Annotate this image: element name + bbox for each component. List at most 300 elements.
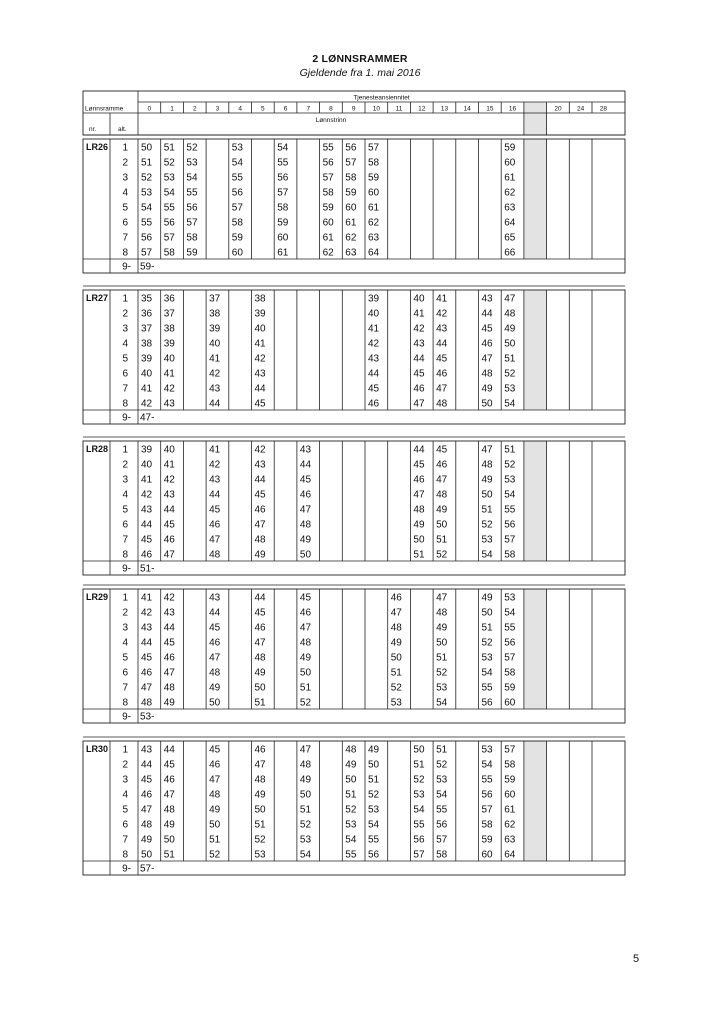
table-cell: 54 <box>345 834 357 846</box>
frame-grid-lr29 <box>83 585 625 725</box>
table-cell: 50 <box>504 338 516 350</box>
table-cell: 46 <box>209 519 221 531</box>
row-alt: 3 <box>122 774 128 786</box>
table-cell: 43 <box>163 489 175 501</box>
table-cell: 52 <box>436 759 448 771</box>
table-cell: 58 <box>481 819 493 831</box>
table-cell: 59 <box>504 142 516 154</box>
salary-frame-lr29 <box>83 585 625 725</box>
open-row-alt: 9- <box>122 563 131 575</box>
table-cell: 59 <box>368 172 380 184</box>
frame-grid-lr28 <box>83 437 625 577</box>
row-alt: 7 <box>122 534 128 546</box>
table-cell: 52 <box>345 804 357 816</box>
table-cell: 49 <box>254 667 266 679</box>
table-cell: 56 <box>163 217 175 229</box>
table-cell: 48 <box>254 774 266 786</box>
table-cell: 47 <box>413 398 425 410</box>
table-cell: 59 <box>186 247 198 259</box>
table-cell: 50 <box>163 834 175 846</box>
table-cell: 56 <box>141 232 153 244</box>
row-alt: 3 <box>122 622 128 634</box>
table-cell: 48 <box>481 459 493 471</box>
header-year-28: 28 <box>599 105 607 113</box>
table-cell: 58 <box>436 849 448 861</box>
header-year-7: 7 <box>306 105 311 113</box>
table-cell: 49 <box>254 549 266 561</box>
table-cell: 46 <box>436 368 448 380</box>
table-cell: 48 <box>345 744 357 756</box>
table-cell: 47 <box>209 652 221 664</box>
table-cell: 46 <box>163 534 175 546</box>
table-cell: 65 <box>504 232 516 244</box>
header-nr-label: nr. <box>89 126 97 133</box>
table-cell: 42 <box>254 444 266 456</box>
table-cell: 49 <box>299 534 312 546</box>
header-year-16: 16 <box>508 105 517 113</box>
table-cell: 50 <box>345 774 357 786</box>
table-cell: 47 <box>254 759 266 771</box>
table-cell: 51 <box>481 504 493 516</box>
table-cell: 43 <box>209 474 221 486</box>
header-year-11: 11 <box>395 105 403 113</box>
table-cell: 63 <box>368 232 380 244</box>
table-cell: 51 <box>254 697 266 709</box>
table-cell: 47 <box>390 607 402 619</box>
table-cell: 47 <box>299 744 312 756</box>
table-cell: 51 <box>299 804 312 816</box>
table-cell: 48 <box>299 759 312 771</box>
open-row-value: 51- <box>140 563 155 575</box>
table-cell: 57 <box>413 849 425 861</box>
header-year-0: 0 <box>147 105 152 113</box>
table-cell: 60 <box>322 217 334 229</box>
table-cell: 40 <box>254 323 266 335</box>
table-cell: 60 <box>504 157 516 169</box>
table-cell: 56 <box>413 834 425 846</box>
table-cell: 44 <box>254 474 266 486</box>
table-cell: 50 <box>413 534 425 546</box>
table-cell: 60 <box>481 849 493 861</box>
table-cell: 42 <box>163 383 175 395</box>
row-alt: 7 <box>122 383 128 395</box>
table-cell: 56 <box>231 187 243 199</box>
table-cell: 58 <box>322 187 334 199</box>
table-cell: 53 <box>345 819 357 831</box>
table-cell: 59 <box>322 202 334 214</box>
table-cell: 47 <box>299 504 312 516</box>
table-cell: 38 <box>209 308 221 320</box>
table-cell: 43 <box>141 504 153 516</box>
table-cell: 45 <box>141 652 153 664</box>
table-cell: 50 <box>299 789 312 801</box>
page-number: 5 <box>633 953 640 965</box>
table-cell: 42 <box>254 353 266 365</box>
table-cell: 47 <box>413 489 425 501</box>
frame-grid-lr26 <box>83 135 625 275</box>
table-cell: 48 <box>141 697 153 709</box>
table-cell: 48 <box>436 398 448 410</box>
table-cell: 44 <box>299 459 312 471</box>
header-frame-label: Lønnsramme <box>85 105 124 113</box>
open-row-value: 53- <box>140 711 155 723</box>
row-alt: 8 <box>122 697 128 709</box>
table-cell: 48 <box>299 637 312 649</box>
table-cell: 58 <box>231 217 243 229</box>
table-cell: 44 <box>209 398 221 410</box>
header-year-14: 14 <box>463 105 471 113</box>
table-cell: 50 <box>209 819 221 831</box>
table-cell: 58 <box>368 157 380 169</box>
row-alt: 7 <box>122 682 128 694</box>
table-cell: 57 <box>141 247 153 259</box>
table-cell: 64 <box>504 217 516 229</box>
table-cell: 53 <box>504 592 516 604</box>
table-cell: 51 <box>390 667 402 679</box>
row-alt: 5 <box>122 202 128 214</box>
table-cell: 44 <box>209 489 221 501</box>
table-cell: 47 <box>209 774 221 786</box>
table-cell: 43 <box>413 338 425 350</box>
table-cell: 54 <box>277 142 289 154</box>
table-cell: 43 <box>163 398 175 410</box>
table-cell: 41 <box>254 338 266 350</box>
table-cell: 37 <box>163 308 175 320</box>
header-year-3: 3 <box>215 105 220 113</box>
table-cell: 63 <box>345 247 357 259</box>
table-cell: 60 <box>504 789 516 801</box>
table-cell: 56 <box>322 157 334 169</box>
table-cell: 54 <box>413 804 425 816</box>
table-cell: 57 <box>504 534 516 546</box>
table-cell: 54 <box>504 607 516 619</box>
table-cell: 46 <box>299 489 312 501</box>
row-alt: 2 <box>122 459 128 471</box>
table-cell: 41 <box>209 353 221 365</box>
row-alt: 1 <box>122 142 128 154</box>
table-cell: 44 <box>209 607 221 619</box>
table-cell: 38 <box>163 323 175 335</box>
frame-code: LR28 <box>86 444 109 454</box>
table-cell: 51 <box>368 774 380 786</box>
table-cell: 45 <box>209 504 221 516</box>
table-cell: 52 <box>163 157 175 169</box>
table-cell: 47 <box>481 353 493 365</box>
table-cell: 50 <box>436 519 448 531</box>
table-cell: 52 <box>368 789 380 801</box>
row-alt: 4 <box>122 489 128 501</box>
table-cell: 61 <box>322 232 334 244</box>
table-cell: 51 <box>481 622 493 634</box>
row-alt: 2 <box>122 759 128 771</box>
table-cell: 48 <box>141 819 153 831</box>
table-cell: 66 <box>504 247 516 259</box>
table-cell: 57 <box>231 202 243 214</box>
table-cell: 44 <box>163 504 175 516</box>
table-cell: 48 <box>299 519 312 531</box>
table-cell: 49 <box>481 592 493 604</box>
table-cell: 45 <box>254 489 266 501</box>
table-cell: 51 <box>436 652 448 664</box>
table-cell: 45 <box>163 637 175 649</box>
shaded-column <box>524 139 547 259</box>
table-cell: 49 <box>163 697 175 709</box>
row-alt: 3 <box>122 172 128 184</box>
row-alt: 6 <box>122 667 128 679</box>
table-cell: 39 <box>141 444 153 456</box>
table-cell: 54 <box>141 202 153 214</box>
table-cell: 46 <box>209 759 221 771</box>
table-cell: 56 <box>504 519 516 531</box>
table-cell: 39 <box>254 308 266 320</box>
header-grid <box>83 91 625 135</box>
table-cell: 55 <box>141 217 153 229</box>
table-cell: 42 <box>141 489 153 501</box>
table-cell: 45 <box>209 744 221 756</box>
table-cell: 49 <box>141 834 153 846</box>
table-cell: 47 <box>504 293 516 305</box>
table-cell: 49 <box>163 819 175 831</box>
salary-header-table <box>83 91 625 135</box>
table-cell: 54 <box>436 697 448 709</box>
table-cell: 46 <box>163 774 175 786</box>
table-cell: 48 <box>504 308 516 320</box>
table-cell: 43 <box>368 353 380 365</box>
table-cell: 54 <box>231 157 243 169</box>
table-cell: 39 <box>141 353 153 365</box>
table-cell: 49 <box>299 774 312 786</box>
table-cell: 47 <box>163 667 175 679</box>
table-cell: 36 <box>141 308 153 320</box>
table-cell: 55 <box>277 157 289 169</box>
table-cell: 48 <box>209 549 221 561</box>
table-cell: 37 <box>141 323 153 335</box>
table-cell: 46 <box>254 504 266 516</box>
table-cell: 50 <box>436 637 448 649</box>
table-cell: 53 <box>436 682 448 694</box>
table-cell: 41 <box>163 368 175 380</box>
table-cell: 54 <box>481 549 493 561</box>
table-cell: 50 <box>141 849 153 861</box>
table-cell: 41 <box>141 592 153 604</box>
table-cell: 45 <box>436 444 448 456</box>
table-cell: 44 <box>141 637 153 649</box>
row-alt: 5 <box>122 353 128 365</box>
open-row-alt: 9- <box>122 711 131 723</box>
open-row-value: 59- <box>140 261 155 273</box>
table-cell: 44 <box>436 338 448 350</box>
table-cell: 45 <box>209 622 221 634</box>
document-title: 2 LØNNSRAMMER <box>312 53 408 65</box>
table-cell: 63 <box>504 202 516 214</box>
table-cell: 53 <box>163 172 175 184</box>
table-cell: 55 <box>186 187 198 199</box>
table-cell: 57 <box>504 652 516 664</box>
table-cell: 43 <box>481 293 493 305</box>
table-cell: 45 <box>141 774 153 786</box>
table-cell: 54 <box>186 172 198 184</box>
open-row-value: 57- <box>140 863 155 875</box>
table-cell: 47 <box>436 592 448 604</box>
table-cell: 50 <box>481 398 493 410</box>
table-cell: 50 <box>141 142 153 154</box>
table-cell: 52 <box>436 549 448 561</box>
table-cell: 61 <box>504 804 516 816</box>
table-cell: 46 <box>413 474 425 486</box>
table-cell: 44 <box>413 353 425 365</box>
table-cell: 47 <box>141 804 153 816</box>
shaded-column <box>524 290 547 410</box>
table-cell: 40 <box>163 353 175 365</box>
table-cell: 42 <box>163 474 175 486</box>
table-cell: 43 <box>299 444 312 456</box>
table-cell: 45 <box>299 474 312 486</box>
table-cell: 48 <box>209 667 221 679</box>
table-cell: 52 <box>254 834 266 846</box>
table-cell: 52 <box>141 172 153 184</box>
table-cell: 58 <box>163 247 175 259</box>
table-cell: 57 <box>345 157 357 169</box>
table-cell: 62 <box>345 232 357 244</box>
table-cell: 61 <box>345 217 357 229</box>
table-cell: 48 <box>254 652 266 664</box>
table-cell: 46 <box>299 607 312 619</box>
table-cell: 55 <box>481 774 493 786</box>
table-cell: 49 <box>254 789 266 801</box>
table-cell: 57 <box>163 232 175 244</box>
table-cell: 60 <box>504 697 516 709</box>
row-alt: 4 <box>122 187 128 199</box>
row-alt: 7 <box>122 834 128 846</box>
header-year-24: 24 <box>577 105 585 113</box>
row-alt: 7 <box>122 232 128 244</box>
table-cell: 48 <box>481 368 493 380</box>
table-cell: 43 <box>436 323 448 335</box>
table-cell: 61 <box>504 172 516 184</box>
table-cell: 37 <box>209 293 221 305</box>
table-cell: 41 <box>141 474 153 486</box>
table-cell: 48 <box>163 682 175 694</box>
salary-frame-lr27 <box>83 286 625 426</box>
table-cell: 38 <box>141 338 153 350</box>
table-cell: 42 <box>368 338 380 350</box>
table-cell: 51 <box>504 353 516 365</box>
open-row-alt: 9- <box>122 261 131 273</box>
table-cell: 57 <box>368 142 380 154</box>
table-cell: 52 <box>299 819 312 831</box>
table-cell: 47 <box>163 549 175 561</box>
table-cell: 49 <box>436 504 448 516</box>
header-year-13: 13 <box>440 105 449 113</box>
table-cell: 45 <box>413 459 425 471</box>
salary-frame-lr30 <box>83 737 625 877</box>
table-cell: 52 <box>436 667 448 679</box>
row-alt: 4 <box>122 789 128 801</box>
table-cell: 51 <box>436 744 448 756</box>
table-cell: 52 <box>481 637 493 649</box>
table-cell: 53 <box>481 652 493 664</box>
table-cell: 55 <box>481 682 493 694</box>
table-cell: 49 <box>209 682 221 694</box>
open-row-alt: 9- <box>122 863 131 875</box>
table-cell: 53 <box>436 774 448 786</box>
table-cell: 49 <box>299 652 312 664</box>
table-cell: 55 <box>322 142 334 154</box>
table-cell: 53 <box>231 142 243 154</box>
table-cell: 45 <box>368 383 380 395</box>
header-year-5: 5 <box>261 105 265 113</box>
table-cell: 51 <box>141 157 153 169</box>
table-cell: 59 <box>504 774 516 786</box>
table-cell: 50 <box>254 804 266 816</box>
frame-grid-lr27 <box>83 286 625 426</box>
table-cell: 43 <box>209 383 221 395</box>
table-cell: 52 <box>481 519 493 531</box>
table-cell: 47 <box>254 519 266 531</box>
table-cell: 56 <box>345 142 357 154</box>
open-row-alt: 9- <box>122 412 131 424</box>
table-cell: 39 <box>368 293 380 305</box>
header-shaded-column <box>524 102 547 135</box>
table-cell: 41 <box>163 459 175 471</box>
table-cell: 45 <box>299 592 312 604</box>
row-alt: 5 <box>122 652 128 664</box>
table-cell: 51 <box>436 534 448 546</box>
table-cell: 43 <box>209 592 221 604</box>
table-cell: 52 <box>504 459 516 471</box>
table-cell: 53 <box>481 534 493 546</box>
table-cell: 40 <box>413 293 425 305</box>
table-cell: 54 <box>299 849 312 861</box>
table-cell: 58 <box>504 759 516 771</box>
table-cell: 59 <box>345 187 357 199</box>
header-step-label: Lønnstrinn <box>315 117 347 124</box>
table-cell: 44 <box>163 744 175 756</box>
table-cell: 53 <box>141 187 153 199</box>
table-cell: 51 <box>504 444 516 456</box>
table-cell: 59 <box>231 232 243 244</box>
row-alt: 8 <box>122 398 128 410</box>
table-cell: 40 <box>141 459 153 471</box>
table-cell: 47 <box>141 682 153 694</box>
table-cell: 47 <box>209 534 221 546</box>
frame-grid-lr30 <box>83 737 625 877</box>
table-cell: 60 <box>231 247 243 259</box>
table-cell: 35 <box>141 293 153 305</box>
table-cell: 39 <box>209 323 221 335</box>
table-cell: 53 <box>504 383 516 395</box>
table-cell: 46 <box>436 459 448 471</box>
table-cell: 60 <box>277 232 289 244</box>
table-cell: 41 <box>436 293 448 305</box>
table-cell: 48 <box>436 607 448 619</box>
table-cell: 50 <box>481 607 493 619</box>
table-cell: 46 <box>481 338 493 350</box>
table-cell: 59 <box>277 217 289 229</box>
row-alt: 1 <box>122 592 128 604</box>
table-cell: 43 <box>254 368 266 380</box>
table-cell: 42 <box>413 323 425 335</box>
table-cell: 50 <box>390 652 402 664</box>
table-cell: 45 <box>163 519 175 531</box>
table-cell: 64 <box>504 849 516 861</box>
table-cell: 43 <box>163 607 175 619</box>
table-cell: 43 <box>254 459 266 471</box>
row-alt: 6 <box>122 217 128 229</box>
table-cell: 49 <box>504 323 516 335</box>
row-alt: 8 <box>122 849 128 861</box>
table-cell: 46 <box>254 622 266 634</box>
